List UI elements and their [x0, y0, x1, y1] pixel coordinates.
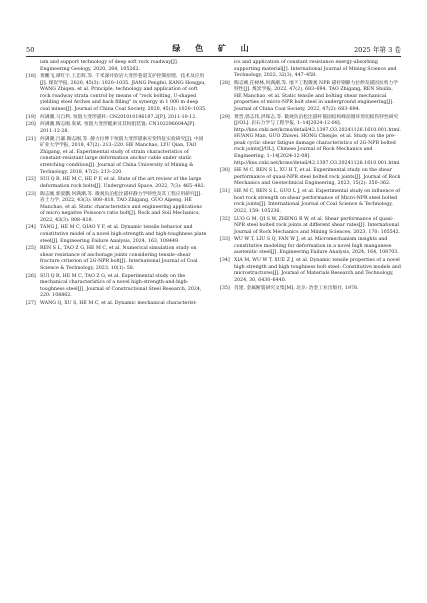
reference-text: 黄鹏飞,谭红宇,王忠辉,等. 千米深井软岩大变形巷道支护控制原理、技术及应用[J]. 煤炭学报, 2020, 45(3): 1020–1035. JIANG Pengfei, KANG Hongpu, WANG Zhiqen, et al. Principle, technology and application of soft rock roadway strata control by means of "rock bolting, U-shaped yielding steel Arches and back filling" in synergy in 1 000 m deep coal mines[J]. Journal of China Coal Society, 2020, 45(3): 1020–1035. [40, 74, 207, 113]
reference-number: [21] [26, 136, 36, 142]
reference-entry [220, 237, 401, 257]
reference-number [220, 60, 234, 80]
reference-text: HE M C, REN S L, XU H T, et al. Experimental study on the shear performance of quasi-NPR steel bolted rock joints[J]. Journal of Rock Mechanics and Geotechnical Engineering, 2023, 15(2): 350–362. [234, 168, 401, 187]
reference-number: [19] [26, 114, 36, 120]
reference-number: [28] [220, 80, 230, 86]
reference-text: LUO G M, QI S W, ZHENG B W, et al. Shear performance of quasi-NPR steel bolted rock joints at different shear rates[J]. International Journal of Rock Mechanics and Mining Sciences, 2023, 170: 105542. [234, 216, 401, 235]
reference-entry [220, 60, 401, 80]
reference-number: [23] [26, 191, 36, 197]
reference-entry [220, 168, 401, 188]
reference-entry [220, 258, 401, 284]
reference-entry [26, 60, 207, 73]
reference-entry [26, 301, 207, 308]
reference-number: [34] [220, 258, 230, 264]
reference-number: [18] [26, 74, 36, 80]
reference-number: [30] [220, 168, 230, 174]
reference-number: [20] [26, 122, 36, 128]
reference-number: [22] [26, 177, 36, 183]
reference-entry [220, 286, 401, 293]
reference-text: REN S L, TAO Z G, HE M C, et al. Numerical simulation study on shear resistance of anchorage joints considering tensile–shear fracture criterion of 2G-NPR bolt[J]. International Journal of Coal Science & Technology, 2023, 10(1): 58. [40, 246, 198, 271]
reference-text: 何满潮,陶志刚,张斌. 恒阻大变形缆索及其恒阻装置: CN102296604A[P]. 2011-12-28. [40, 122, 196, 135]
right-column [220, 60, 401, 309]
reference-number [26, 60, 40, 73]
reference-text: WANG Q, XU S, HE M C, et al. Dynamic mechanical characterist- [40, 301, 198, 307]
reference-number: [29] [220, 114, 230, 120]
reference-entry [26, 122, 207, 135]
reference-text: ics and application of constant resistance energy-absorbing supporting material[J]. International Journal of Mining Science and Technology, 2022, 32(3), 447–458. [234, 60, 397, 79]
reference-entry [26, 115, 207, 122]
references-body [26, 60, 401, 309]
reference-text: 何满潮,马自利. 恒阻大变形锚杆: CN201010196197.2[P]. 2011-10-12. [40, 114, 197, 120]
reference-number: [27] [26, 301, 36, 307]
reference-text: 陶志刚,任树林,何满潮,等. 地下工程微观 NPR 锚杆钢静力拉伸及锚固抗剪力学特性[J]. 煤炭学报, 2022, 47(2), 683–694. TAO Zhigang, REN Shulin, HE Manchao, et al. Static tensile and bolting shear mechanical properties of micro-NPR bolt steel in underground engineering[J]. Journal of China Coal Society, 2022, 47(2): 683–694. [234, 80, 398, 113]
reference-number: [24] [26, 225, 36, 231]
page-header [26, 40, 401, 57]
reference-entry [26, 192, 207, 225]
reference-number: [32] [220, 216, 230, 222]
journal-title: 绿 色 矿 山 [172, 43, 255, 53]
reference-text: 何满潮,吕谦,陶志刚,等. 静力拉伸下恒阻大变形锚索应变特征实验研究[J]. 中国矿业大学学报, 2018, 47(2): 213–220. HE Manchao, LYU Qian, TAO Zhigang, et al. Experimental study of strain characteristics of constant-resistant large deformation anchor cable under static stretching condition[J]. Journal of China University of Mining & Technology, 2018, 47(2): 213–220. [40, 136, 204, 175]
left-column [26, 60, 207, 309]
page-number: 50 [26, 46, 35, 54]
reference-number: [25] [26, 246, 36, 252]
reference-number: [33] [220, 237, 230, 243]
reference-entry [220, 81, 401, 114]
reference-text: SUI Q R, HE M C, TAO Z G, et al. Experimental study on the mechanical characteristics of a novel high-strength-and-high-toughness steel[J]. Journal of Constructional Steel Research, 2024, 220: 108862. [40, 273, 202, 299]
reference-text: TANG J, HE M C, QIAO Y F, et al. Dynamic tensile behavior and constitutive model of a novel high-strength and high-toughness plate steel[J]. Engineering Failure Analysis, 2024, 163, 108449. [40, 225, 207, 244]
reference-entry [26, 74, 207, 113]
reference-entry [220, 115, 401, 167]
reference-entry [220, 189, 401, 215]
issue-label: 2025 年第 3 卷 [353, 46, 401, 54]
reference-entry [220, 217, 401, 237]
reference-number: [26] [26, 273, 36, 279]
reference-text: XIA M, WU W T, XUE Z J, et al. Dynamic tensile properties of a novel high strength and high toughness bolt steel: Constitutive models and microstructures[J]. Journal of Materials Research and Technology, 2024, 30, 6430–6440. [234, 258, 401, 283]
reference-text: WU W T, LIU S Q, FAN W J, et al. Micromechanism insights and constitutive modeling for deformation in a novel high manganese austenitic steel[J]. Engineering Failure Analysis, 2024, 164, 108703. [234, 237, 399, 256]
reference-text: ism and support technology of deep soft rock roadway[J]. Engineering Geology, 2020, 264, 105262. [40, 60, 179, 72]
reference-text: 肖建. 金属断裂研究文集[M]. 北京: 冶金工业出版社, 1978. [234, 285, 359, 291]
reference-entry [26, 137, 207, 176]
reference-entry [26, 274, 207, 300]
reference-text: 黄晋,郭志伟,洪琛志,等. 微观负泊松比锚杆锚固结构峰前循环剪切损伤特性研究[J/OL]. 岩石力学与工程学报, 1–14[2024-12-08]. http://kns.cnki.net/kcms/detail/42.1397.O3.20241126.1610.001.html. HUANG Man, GUO Zhiwei, HONG Chenjie, et al. Study on the pre-peak cyclic shear fatigue damage characteristics of 2G-NPR bolted rock joints[J/OL]. Chinese Journal of Rock Mechanics and Engineering, 1–14[2024-12-08]. http://kns.cnki.net/kcms/detail/42.1397.O3.20241126.1610.001.html [234, 114, 401, 166]
reference-entry [26, 225, 207, 245]
reference-entry [26, 177, 207, 190]
reference-number: [35] [220, 285, 230, 291]
reference-number: [31] [220, 189, 230, 195]
reference-text: HE M C, REN S L, GUO L J, et al. Experimental study on influence of host rock strength on shear performance of Micro-NPR steel bolted rock joints[J]. International Journal of Coal Science & Technology, 2022, 159: 105236. [234, 189, 401, 214]
reference-text: SUI Q R, HE M C, HE P F, et al. State of the art review of the large deformation rock bolts[J]. Underground Space, 2022, 7(3): 465–482. [40, 177, 206, 189]
reference-entry [26, 246, 207, 272]
reference-text: 陶志刚,郭爱鹏,何满潮,等. 微观负泊松比锚杆静力学特性及其工程应用研究[J]. 岩土力学, 2022, 43(3): 808–818. TAO Zhigang, GUO Aipeng, HE Manchao, et al. Static characteristics and engineering applications of micro negative Poisson's ratio bolt[J]. Rock and Soil Mechanics, 2022, 43(3): 808–818. [40, 191, 202, 223]
